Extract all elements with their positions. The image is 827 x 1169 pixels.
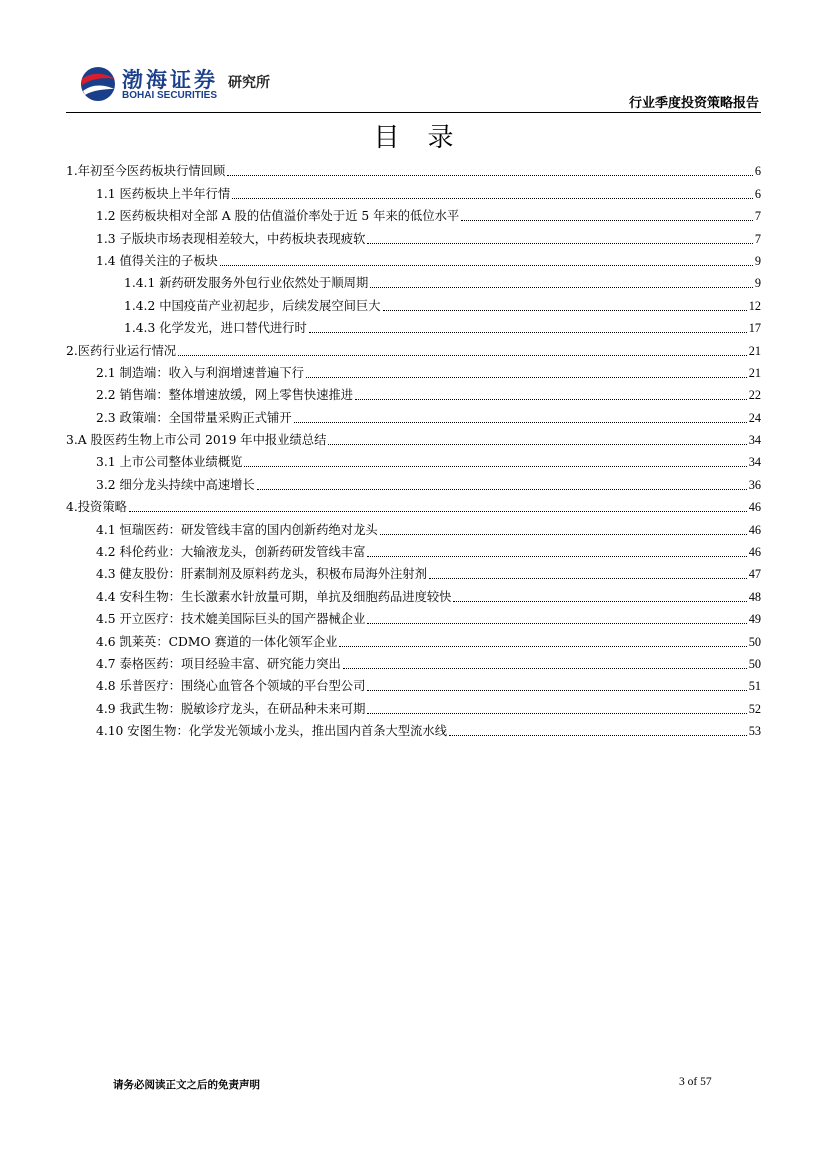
toc-entry-label: 3.2 细分龙头持续中高速增长 bbox=[96, 477, 255, 492]
toc-entry-page: 50 bbox=[748, 634, 761, 649]
toc-entry[interactable] bbox=[66, 291, 761, 313]
toc-entry-page: 9 bbox=[754, 253, 761, 268]
header-divider bbox=[66, 112, 761, 113]
toc-entry[interactable] bbox=[66, 336, 761, 358]
toc-entry-label: 2.3 政策端：全国带量采购正式铺开 bbox=[96, 410, 292, 425]
toc-entry[interactable] bbox=[66, 448, 761, 470]
toc-entry-page: 51 bbox=[748, 679, 761, 694]
toc-dot-leader bbox=[227, 175, 753, 176]
report-type-label: 行业季度投资策略报告 bbox=[628, 96, 759, 111]
toc-entry[interactable] bbox=[66, 179, 761, 201]
toc-dot-leader bbox=[453, 601, 746, 602]
toc-entry[interactable] bbox=[66, 381, 761, 403]
toc-entry-page: 7 bbox=[754, 231, 761, 246]
toc-entry-page: 24 bbox=[748, 410, 761, 425]
institute-label: 研究所 bbox=[228, 75, 270, 91]
toc-entry[interactable] bbox=[66, 650, 761, 672]
toc-entry-page: 7 bbox=[754, 209, 761, 224]
toc-entry-page: 36 bbox=[748, 477, 761, 492]
toc-entry-label: 4.10 安图生物：化学发光领域小龙头，推出国内首条大型流水线 bbox=[96, 724, 448, 739]
toc-entry-page: 48 bbox=[748, 589, 761, 604]
toc-entry-label: 2.1 制造端：收入与利润增速普遍下行 bbox=[96, 365, 304, 380]
toc-entry-label: 4.8 乐普医疗：围绕心血管各个领域的平台型公司 bbox=[96, 679, 366, 694]
toc-entry[interactable] bbox=[66, 224, 761, 246]
toc-entry[interactable] bbox=[66, 470, 761, 492]
bohai-logo-mark-icon bbox=[78, 64, 118, 104]
toc-entry[interactable] bbox=[66, 694, 761, 716]
toc-entry-label: 4.4 安科生物：生长激素水针放量可期，单抗及细胞药品进度较快 bbox=[96, 589, 452, 604]
toc-entry[interactable] bbox=[66, 582, 761, 604]
toc-entry-label: 4.9 我武生物：脱敏诊疗龙头，在研品种未来可期 bbox=[96, 701, 366, 716]
toc-entry-page: 22 bbox=[748, 388, 761, 403]
toc-entry-page: 9 bbox=[754, 276, 761, 291]
table-of-contents bbox=[66, 157, 761, 739]
toc-entry-page: 46 bbox=[748, 522, 761, 537]
toc-dot-leader bbox=[380, 534, 747, 535]
toc-dot-leader bbox=[309, 332, 747, 333]
toc-dot-leader bbox=[306, 377, 747, 378]
toc-entry-label: 4.7 泰格医药：项目经验丰富、研究能力突出 bbox=[96, 656, 341, 671]
toc-entry-label: 1.2 医药板块相对全部 A 股的估值溢价率处于近 5 年来的低位水平 bbox=[96, 209, 460, 224]
toc-dot-leader bbox=[178, 355, 747, 356]
toc-entry[interactable] bbox=[66, 605, 761, 627]
toc-entry-page: 6 bbox=[754, 164, 761, 179]
toc-entry-page: 53 bbox=[748, 724, 761, 739]
toc-entry-label: 4.3 健友股份：肝素制剂及原料药龙头，积极布局海外注射剂 bbox=[96, 567, 427, 582]
toc-entry[interactable] bbox=[66, 247, 761, 269]
toc-entry-label: 4.投资策略 bbox=[66, 500, 127, 515]
toc-dot-leader bbox=[461, 220, 753, 221]
toc-entry-label: 4.6 凯莱英：CDMO 赛道的一体化领军企业 bbox=[96, 634, 338, 649]
toc-entry-page: 6 bbox=[754, 186, 761, 201]
toc-entry-label: 1.4.1 新药研发服务外包行业依然处于顺周期 bbox=[124, 276, 369, 291]
toc-entry-page: 21 bbox=[748, 343, 761, 358]
footer-disclaimer: 请务必阅读正文之后的免责声明 bbox=[113, 1079, 260, 1091]
toc-title: 目录 bbox=[373, 123, 482, 153]
toc-entry[interactable] bbox=[66, 314, 761, 336]
toc-entry-label: 1.4.3 化学发光，进口替代进行时 bbox=[124, 321, 307, 336]
toc-dot-leader bbox=[367, 623, 746, 624]
toc-entry-label: 1.4.2 中国疫苗产业初起步，后续发展空间巨大 bbox=[124, 298, 381, 313]
toc-entry-page: 34 bbox=[748, 455, 761, 470]
toc-dot-leader bbox=[370, 287, 753, 288]
toc-entry[interactable] bbox=[66, 672, 761, 694]
toc-entry-page: 12 bbox=[748, 298, 761, 313]
toc-entry-page: 47 bbox=[748, 567, 761, 582]
toc-dot-leader bbox=[449, 735, 747, 736]
toc-entry-label: 1.1 医药板块上半年行情 bbox=[96, 186, 231, 201]
toc-entry-label: 3.1 上市公司整体业绩概览 bbox=[96, 455, 243, 470]
toc-dot-leader bbox=[367, 556, 746, 557]
toc-entry-label: 1.4 值得关注的子板块 bbox=[96, 253, 218, 268]
toc-dot-leader bbox=[355, 399, 747, 400]
toc-entry-page: 50 bbox=[748, 656, 761, 671]
toc-dot-leader bbox=[257, 489, 747, 490]
toc-entry-label: 2.医药行业运行情况 bbox=[66, 343, 177, 358]
toc-entry[interactable] bbox=[66, 493, 761, 515]
toc-entry[interactable] bbox=[66, 359, 761, 381]
toc-entry[interactable] bbox=[66, 538, 761, 560]
toc-dot-leader bbox=[129, 511, 747, 512]
logo-chinese-name: 渤海证券 bbox=[122, 68, 218, 92]
toc-entry[interactable] bbox=[66, 157, 761, 179]
footer-page-number: 3 of 57 bbox=[679, 1076, 712, 1088]
toc-entry-label: 3.A 股医药生物上市公司 2019 年中报业绩总结 bbox=[66, 433, 327, 448]
toc-dot-leader bbox=[367, 713, 746, 714]
toc-entry[interactable] bbox=[66, 515, 761, 537]
toc-entry-label: 1.3 子版块市场表现相差较大，中药板块表现疲软 bbox=[96, 231, 366, 246]
bohai-securities-logo bbox=[78, 64, 298, 108]
toc-entry-label: 4.1 恒瑞医药：研发管线丰富的国内创新药绝对龙头 bbox=[96, 522, 378, 537]
toc-entry-page: 17 bbox=[748, 321, 761, 336]
toc-dot-leader bbox=[429, 578, 747, 579]
toc-entry-label: 4.2 科伦药业：大输液龙头，创新药研发管线丰富 bbox=[96, 545, 366, 560]
toc-entry-label: 4.5 开立医疗：技术媲美国际巨头的国产器械企业 bbox=[96, 612, 366, 627]
toc-entry-page: 21 bbox=[748, 365, 761, 380]
toc-dot-leader bbox=[367, 690, 746, 691]
toc-dot-leader bbox=[244, 466, 746, 467]
toc-entry-label: 1.年初至今医药板块行情回顾 bbox=[66, 164, 226, 179]
toc-entry[interactable] bbox=[66, 560, 761, 582]
toc-entry[interactable] bbox=[66, 426, 761, 448]
toc-entry-label: 2.2 销售端：整体增速放缓，网上零售快速推进 bbox=[96, 388, 354, 403]
toc-entry-page: 34 bbox=[748, 433, 761, 448]
toc-dot-leader bbox=[343, 668, 747, 669]
toc-dot-leader bbox=[232, 198, 753, 199]
toc-dot-leader bbox=[220, 265, 753, 266]
toc-dot-leader bbox=[328, 444, 746, 445]
toc-entry-page: 46 bbox=[748, 500, 761, 515]
toc-entry-page: 46 bbox=[748, 545, 761, 560]
toc-entry[interactable] bbox=[66, 717, 761, 739]
toc-dot-leader bbox=[294, 422, 747, 423]
toc-dot-leader bbox=[339, 646, 746, 647]
toc-entry[interactable] bbox=[66, 269, 761, 291]
toc-entry[interactable] bbox=[66, 202, 761, 224]
toc-entry-page: 52 bbox=[748, 701, 761, 716]
toc-dot-leader bbox=[367, 243, 752, 244]
toc-entry-page: 49 bbox=[748, 612, 761, 627]
logo-english-name: BOHAI SECURITIES bbox=[122, 90, 218, 101]
toc-entry[interactable] bbox=[66, 403, 761, 425]
toc-entry[interactable] bbox=[66, 627, 761, 649]
toc-dot-leader bbox=[383, 310, 747, 311]
